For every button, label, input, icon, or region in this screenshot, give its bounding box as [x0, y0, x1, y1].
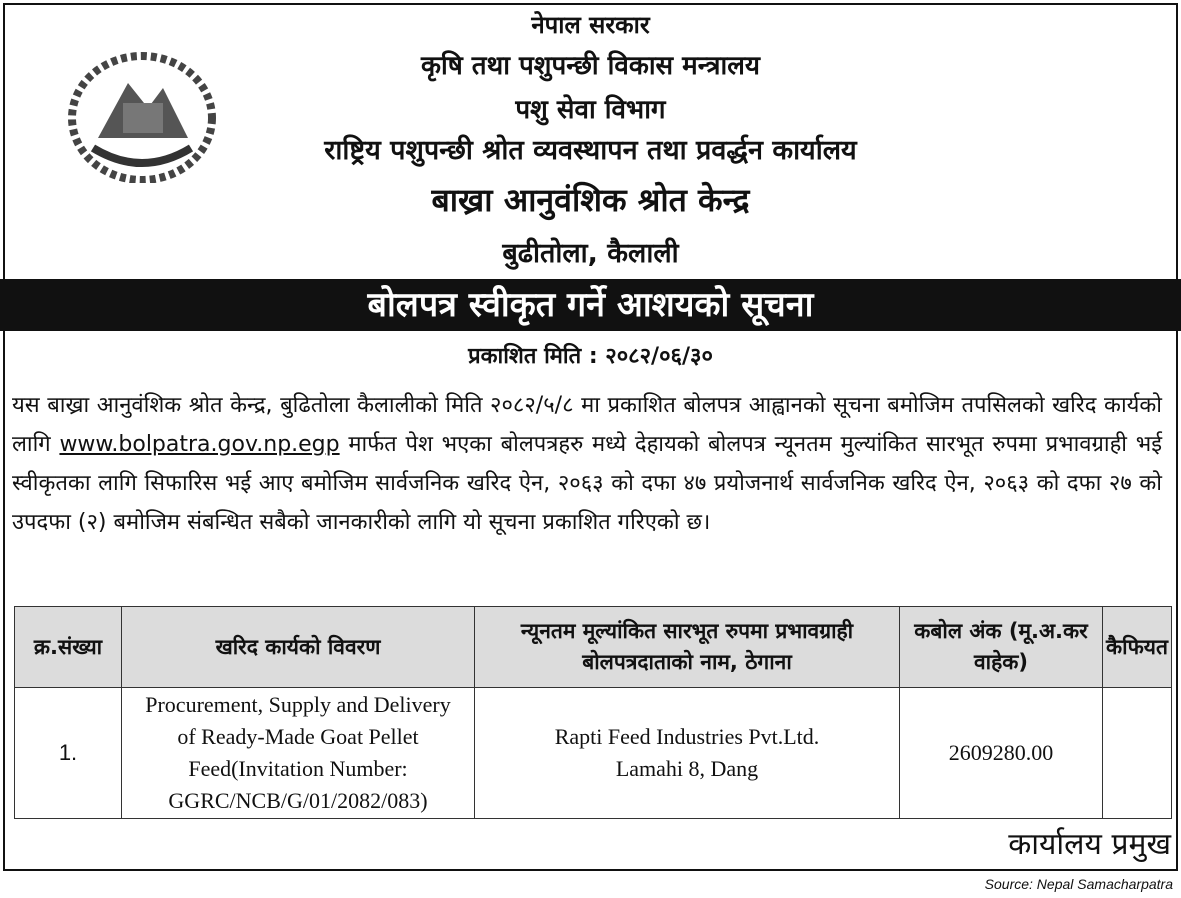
bolpatra-link[interactable]: www.bolpatra.gov.np.egp: [59, 432, 340, 457]
cell-bidder: [475, 688, 900, 819]
header-department: पशु सेवा विभाग: [515, 95, 666, 125]
col-remarks: कैफियत: [1103, 607, 1172, 688]
bidder-name: Rapti Feed Industries Pvt.Ltd.: [554, 724, 820, 749]
header-ministry: कृषि तथा पशुपन्छी विकास मन्त्रालय: [421, 51, 760, 81]
bidder-address: Lamahi 8, Dang: [615, 756, 759, 781]
header-location: बुढीतोला, कैलाली: [502, 238, 679, 269]
bid-table: [14, 606, 1172, 819]
body-text: यस बाख्रा आनुवंशिक श्रोत केन्द्र, बुढितोला कैलालीको मिति २०८२/५/८ मा प्रकाशित बोलपत्र आह्वानको सूचना बमोजिम तपसिलको खरिद कार्यको लागि: [12, 393, 1162, 457]
notice-title: बोलपत्र स्वीकृत गर्ने आशयको सूचना: [0, 279, 1181, 331]
cell-amount: 2609280.00: [900, 688, 1103, 819]
cell-remarks: [1103, 688, 1172, 819]
signature: कार्यालय प्रमुख: [1008, 827, 1171, 862]
col-bidder: न्यूनतम मूल्यांकित सारभूत रुपमा प्रभावग्राही बोलपत्रदाताको नाम, ठेगाना: [475, 607, 900, 688]
table-row: [15, 688, 1172, 819]
table-header-row: [15, 607, 1172, 688]
col-sn: क्र.संख्या: [15, 607, 122, 688]
source-credit: Source: Nepal Samacharpatra: [984, 876, 1173, 892]
col-amount: कबोल अंक (मू.अ.कर वाहेक): [900, 607, 1103, 688]
notice-body: [12, 386, 1162, 542]
header-centre: बाख्रा आनुवंशिक श्रोत केन्द्र: [431, 181, 750, 219]
header-line-1: नेपाल सरकार: [531, 11, 650, 39]
col-description: खरिद कार्यको विवरण: [122, 607, 475, 688]
cell-description: Procurement, Supply and Delivery of Ready-Made Goat Pellet Feed(Invitation Number: GGRC/NCB/G/01/2082/083): [122, 688, 475, 819]
header-office: राष्ट्रिय पशुपन्छी श्रोत व्यवस्थापन तथा प्रवर्द्धन कार्यालय: [324, 135, 857, 166]
body-text: मार्फत पेश भएका बोलपत्रहरु मध्ये देहायको बोलपत्र न्यूनतम मुल्यांकित सारभूत रुपमा प्रभावग्राही भई स्वीकृतका लागि सिफारिस भई आए बमोजिम सार्वजनिक खरिद ऐन, २०६३ को दफा ४७ प्रयोजनार्थ सार्वजनिक खरिद ऐन, २०६३ को दफा २७ को उपदफा (२) बमोजिम संबन्धित सबैको जानकारीको लागि यो सूचना प्रकाशित गरिएको छ।: [12, 432, 1162, 535]
cell-sn: 1.: [15, 688, 122, 819]
published-date: प्रकाशित मिति : २०८२/०६/३०: [468, 344, 713, 369]
